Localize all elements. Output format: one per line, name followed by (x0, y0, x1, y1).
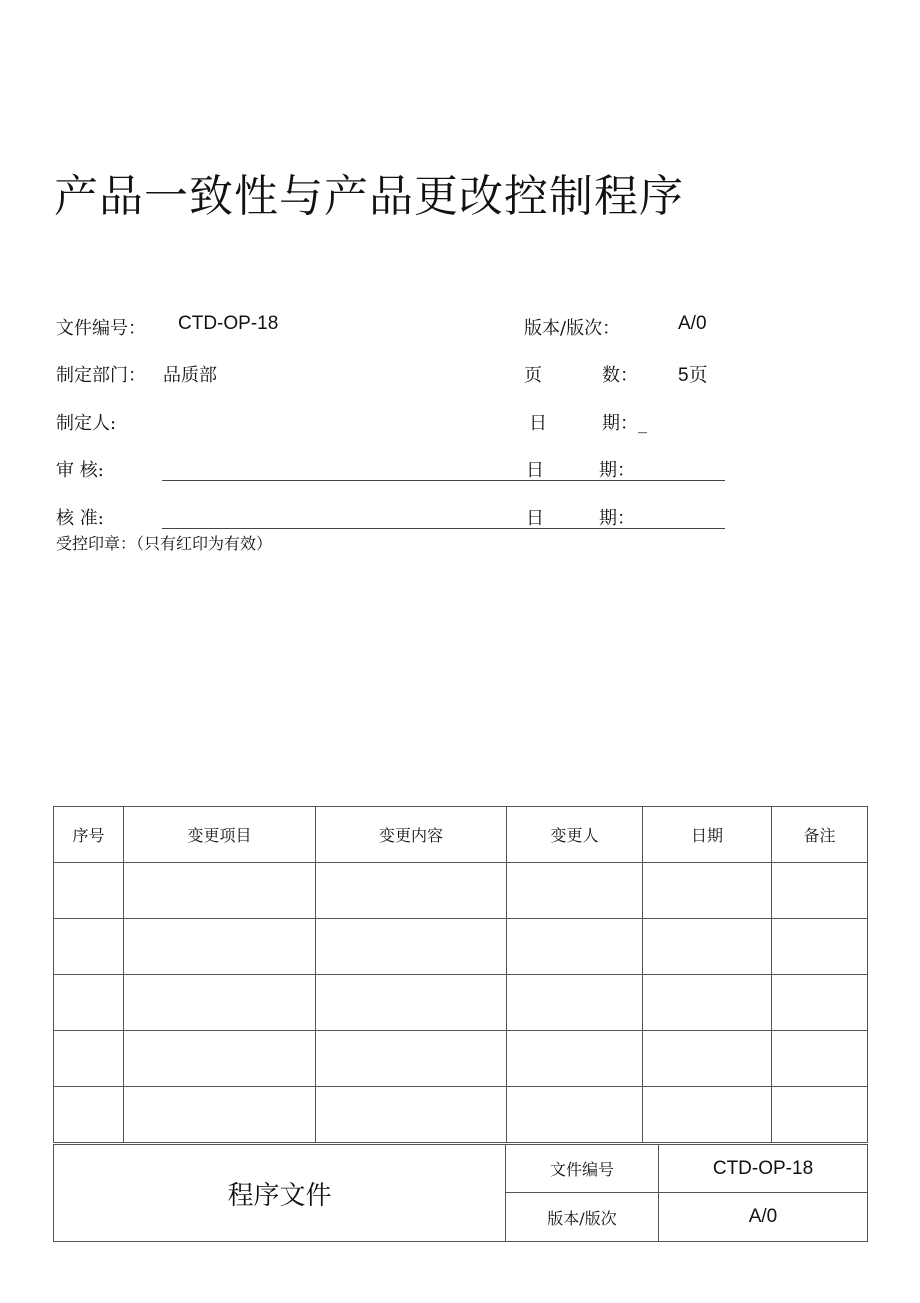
table-cell (772, 919, 868, 975)
header-remarks: 备注 (772, 807, 868, 863)
footer-doc-number-value: CTD-OP-18 (659, 1145, 868, 1193)
table-cell (507, 919, 643, 975)
document-title: 产品一致性与产品更改控制程序 (54, 171, 684, 222)
table-cell (54, 863, 124, 919)
author-date-label-a: 日 (529, 413, 547, 434)
table-cell (124, 1031, 316, 1087)
table-header-row (54, 807, 868, 863)
footer-version-value: A/0 (659, 1193, 868, 1242)
table-cell (54, 1087, 124, 1143)
approve-date-label-a: 日 (526, 508, 544, 529)
header-change-item: 变更项目 (124, 807, 316, 863)
table-cell (124, 1087, 316, 1143)
stamp-note: 受控印章：（只有红印为有效） (56, 534, 273, 553)
dept-value: 品质部 (163, 365, 217, 386)
approve-date-label-b: 期： (599, 508, 635, 529)
header-change-content: 变更内容 (316, 807, 507, 863)
dept-label: 制定部门： (56, 365, 146, 386)
table-cell (507, 1087, 643, 1143)
author-label: 制定人: (56, 413, 117, 434)
table-cell (316, 863, 507, 919)
review-signature-line (162, 480, 725, 481)
header-changed-by: 变更人 (507, 807, 643, 863)
table-cell (124, 863, 316, 919)
table-cell (643, 919, 772, 975)
author-date-label-b: 期：_ (602, 413, 647, 434)
table-cell (643, 975, 772, 1031)
table-row (54, 1031, 868, 1087)
review-label: 审 核: (56, 460, 104, 481)
table-row (54, 919, 868, 975)
pages-value: 5页 (678, 365, 708, 386)
header-date: 日期 (643, 807, 772, 863)
table-cell (316, 1031, 507, 1087)
document-footer-table (53, 1144, 868, 1242)
table-cell (507, 975, 643, 1031)
table-cell (54, 975, 124, 1031)
table-cell (316, 975, 507, 1031)
table-cell (54, 919, 124, 975)
approve-label: 核 准: (56, 508, 104, 529)
doc-number-label: 文件编号： (56, 318, 146, 339)
table-cell (772, 863, 868, 919)
table-cell (507, 863, 643, 919)
table-row (54, 863, 868, 919)
table-cell (772, 1087, 868, 1143)
version-label: 版本/版次： (524, 318, 621, 339)
pages-label-b: 数： (602, 365, 638, 386)
table-cell (54, 1031, 124, 1087)
doc-number-value: CTD-OP-18 (178, 313, 279, 334)
table-row (54, 1087, 868, 1143)
footer-doc-number-label: 文件编号 (506, 1145, 659, 1193)
program-document-label: 程序文件 (54, 1145, 506, 1242)
change-record-table (53, 806, 868, 1143)
approve-signature-line (162, 528, 725, 529)
header-serial: 序号 (54, 807, 124, 863)
review-date-label-b: 期： (599, 460, 635, 481)
table-row (54, 975, 868, 1031)
table-cell (124, 919, 316, 975)
table-cell (643, 1031, 772, 1087)
table-cell (124, 975, 316, 1031)
table-cell (643, 1087, 772, 1143)
table-cell (316, 1087, 507, 1143)
table-cell (772, 975, 868, 1031)
table-cell (316, 919, 507, 975)
table-cell (772, 1031, 868, 1087)
table-cell (507, 1031, 643, 1087)
version-value: A/0 (678, 313, 707, 334)
pages-label-a: 页 (524, 365, 542, 386)
review-date-label-a: 日 (526, 460, 544, 481)
footer-version-label: 版本/版次 (506, 1193, 659, 1242)
table-cell (643, 863, 772, 919)
